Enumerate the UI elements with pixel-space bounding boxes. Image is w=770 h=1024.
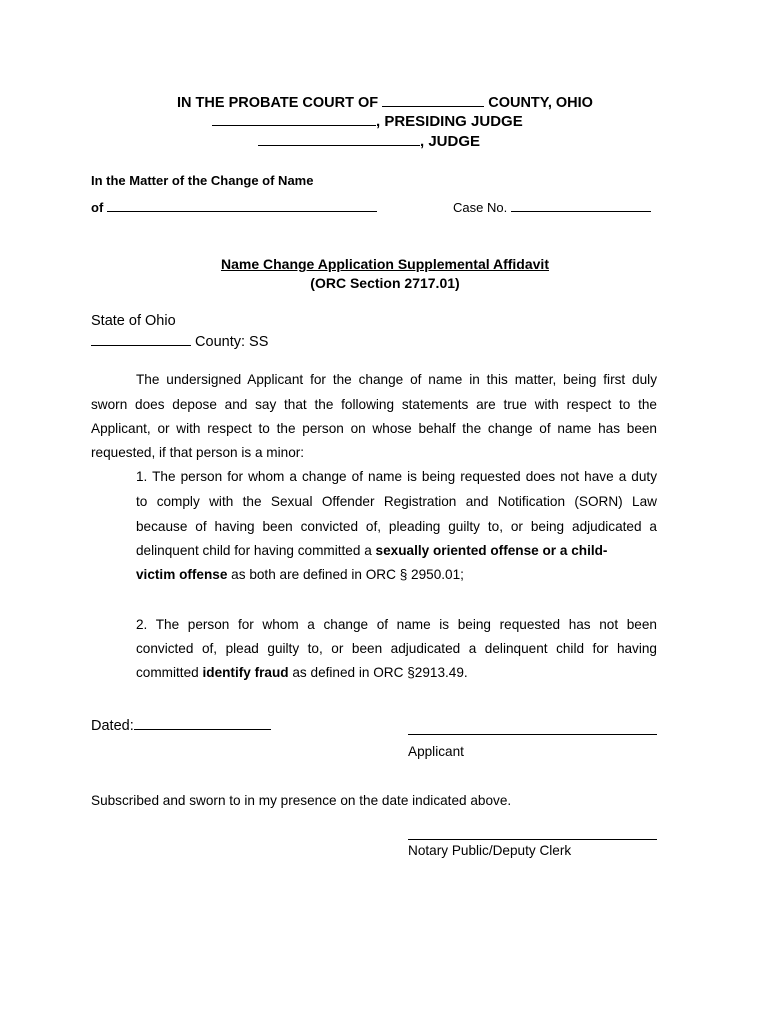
intro-line-1: The undersigned Applicant for the change of name in this matter, being first duly <box>136 372 657 387</box>
item2-line-3 <box>136 665 468 680</box>
affidavit-subtitle: (ORC Section 2717.01) <box>310 275 460 291</box>
item1-line-5-bold: victim offense <box>136 567 228 582</box>
case-number-blank[interactable] <box>511 199 651 212</box>
county-blank[interactable] <box>382 94 484 107</box>
item2-line-1: 2. The person for whom a change of name is being requested has not been <box>136 617 657 632</box>
court-heading <box>0 94 770 111</box>
case-number-label: Case No. <box>453 200 508 215</box>
affidavit-title: Name Change Application Supplemental Affidavit <box>220 256 549 272</box>
dated-blank[interactable] <box>134 717 271 730</box>
county-line <box>91 333 268 350</box>
presiding-judge-line <box>212 113 523 130</box>
presiding-judge-label: , PRESIDING JUDGE <box>376 113 523 130</box>
notary-signature-line[interactable] <box>408 839 657 840</box>
intro-line-3: Applicant, or with respect to the person on whose behalf the change of name has been <box>91 421 657 436</box>
applicant-label: Applicant <box>408 744 464 759</box>
of-line <box>91 199 377 215</box>
court-suffix: COUNTY, OHIO <box>488 95 593 111</box>
presiding-judge-blank[interactable] <box>212 113 376 126</box>
item1-line-5-text: as both are defined in ORC § 2950.01; <box>227 567 464 582</box>
item1-line-1: 1. The person for whom a change of name is being requested does not have a duty <box>136 469 657 484</box>
case-number-line <box>453 199 651 215</box>
item1-line-4-bold: sexually oriented offense or a child- <box>375 543 608 558</box>
item1-line-5 <box>136 567 464 582</box>
name-blank[interactable] <box>107 199 377 212</box>
intro-line-4: requested, if that person is a minor: <box>91 445 305 460</box>
item2-line-3-text-a: committed <box>136 665 203 680</box>
applicant-signature-line[interactable] <box>408 734 657 735</box>
notary-statement: Subscribed and sworn to in my presence on the date indicated above. <box>91 793 512 808</box>
item2-line-3-text-c: as defined in ORC §2913.49. <box>288 665 468 680</box>
county-label: County: SS <box>195 334 269 350</box>
of-label: of <box>91 200 104 215</box>
venue-county-blank[interactable] <box>91 333 191 346</box>
item2-line-3-bold: identify fraud <box>202 665 289 680</box>
judge-label: , JUDGE <box>420 133 481 150</box>
item2-line-2: convicted of, plead guilty to, or been adjudicated a delinquent child for having <box>136 641 657 656</box>
state-label: State of Ohio <box>91 313 176 329</box>
notary-label: Notary Public/Deputy Clerk <box>408 843 572 858</box>
judge-line <box>258 133 480 150</box>
dated-line <box>91 717 271 734</box>
matter-label: In the Matter of the Change of Name <box>91 173 314 188</box>
intro-line-2: sworn does depose and say that the following statements are true with respect to the <box>91 397 657 412</box>
item1-line-4 <box>136 543 607 558</box>
dated-label: Dated: <box>91 718 134 734</box>
item1-line-4-text: delinquent child for having committed a <box>136 543 376 558</box>
court-prefix: IN THE PROBATE COURT OF <box>177 95 379 111</box>
item1-line-2: to comply with the Sexual Offender Registration and Notification (SORN) Law <box>136 494 657 509</box>
judge-blank[interactable] <box>258 133 420 146</box>
item1-line-3: because of having been convicted of, pleading guilty to, or being adjudicated a <box>136 519 657 534</box>
